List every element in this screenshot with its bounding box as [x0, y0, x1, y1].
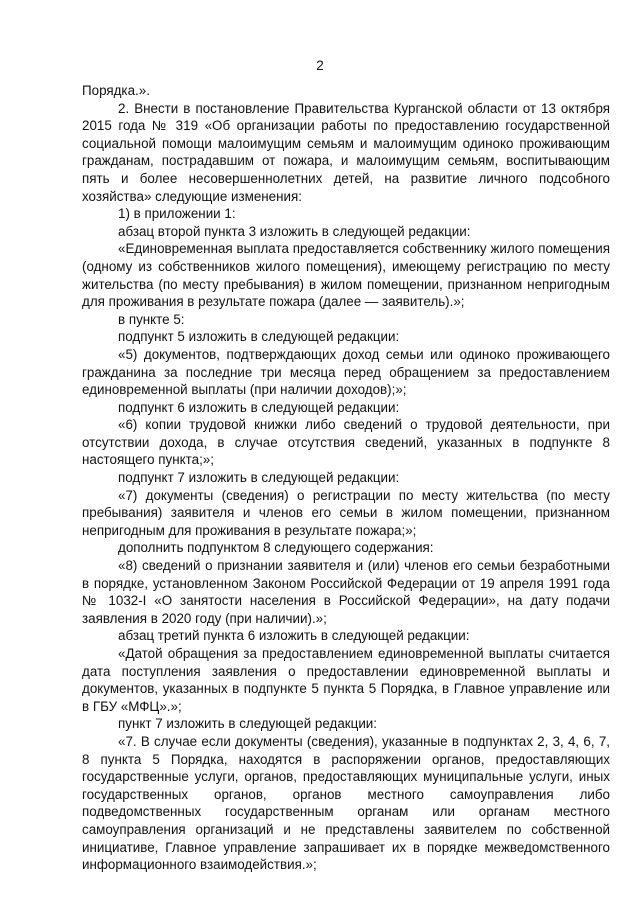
paragraph: «Единовременная выплата предоставляется собственнику жилого помещения (одному из собственников жилого помещения), имеющему регистрацию по месту жительства (по месту пребывания) в жилом помещении, признанном непригодным для проживания в результате пожара (далее — заявитель).»;	[82, 241, 610, 310]
paragraph: дополнить подпунктом 8 следующего содержания:	[118, 540, 434, 556]
paragraph: «7) документы (сведения) о регистрации по месту жительства (по месту пребывания) заявителя и членов его семьи в жилом помещении, признанном непригодным для проживания в результате пожара;»;	[82, 487, 610, 538]
paragraph: Порядка.».	[82, 83, 150, 98]
paragraph: 1) в приложении 1:	[118, 206, 236, 222]
paragraph: «6) копии трудовой книжки либо сведений о трудовой деятельности, при отсутствии дохода, в случае отсутствия сведений, указанных в подпункте 8 настоящего пункта;»;	[82, 417, 610, 468]
paragraph: в пункте 5:	[118, 311, 185, 327]
paragraph: абзац второй пункта 3 изложить в следующей редакции:	[118, 223, 471, 239]
paragraph: «5) документов, подтверждающих доход семьи или одиноко проживающего гражданина за последние три месяца перед обращением за предоставлением единовременной выплаты (при наличии доходов);»;	[82, 346, 610, 398]
paragraph: «7. В случае если документы (сведения), указанные в подпунктах 2, 3, 4, 6, 7, 8 пункта 5 Порядка, находятся в распоряжении органов, предоставляющих государственные услуги, органов, предоставляющих муниципальные услуги, иных государственных органов, органов местного самоуправления либо подведомственных государственным органам или органам местного самоуправления организаций и не представлены заявителем по собственной инициативе, Главное управление запрашивает их в порядке межведомственного информационного взаимодействия.»;	[82, 733, 610, 873]
document-body	[82, 82, 610, 874]
paragraph: подпункт 6 изложить в следующей редакции:	[118, 399, 400, 415]
paragraph: абзац третий пункта 6 изложить в следующей редакции:	[118, 628, 470, 644]
paragraph: «8) сведений о признании заявителя и (или) членов его семьи безработными в порядке, установленном Законом Российской Федерации от 19 апреля 1991 года № 1032-I «О занятости населения в Российской Федерации», на дату подачи заявления в 2020 году (при наличии).»;	[82, 558, 610, 626]
paragraph: пункт 7 изложить в следующей редакции:	[118, 716, 377, 732]
page-number: 2	[316, 58, 324, 73]
paragraph: 2. Внести в постановление Правительства Курганской области от 13 октября 2015 года № 319 «Об организации работы по предоставлению государственной социальной помощи малоимущим семьям и малоимущим одиноко проживающим гражданам, пострадавшим от пожара, и малоимущим семьям, воспитывающим пять и более несовершеннолетних детей, на развитие личного подсобного хозяйства» следующие изменения:	[82, 100, 610, 204]
paragraph: «Датой обращения за предоставлением единовременной выплаты считается дата поступления заявления о предоставлении единовременной выплаты и документов, указанных в подпункте 5 пункта 5 Порядка, в Главное управление или в ГБУ «МФЦ».»;	[82, 646, 610, 714]
paragraph: подпункт 7 изложить в следующей редакции:	[118, 470, 400, 486]
paragraph: подпункт 5 изложить в следующей редакции:	[118, 329, 400, 345]
